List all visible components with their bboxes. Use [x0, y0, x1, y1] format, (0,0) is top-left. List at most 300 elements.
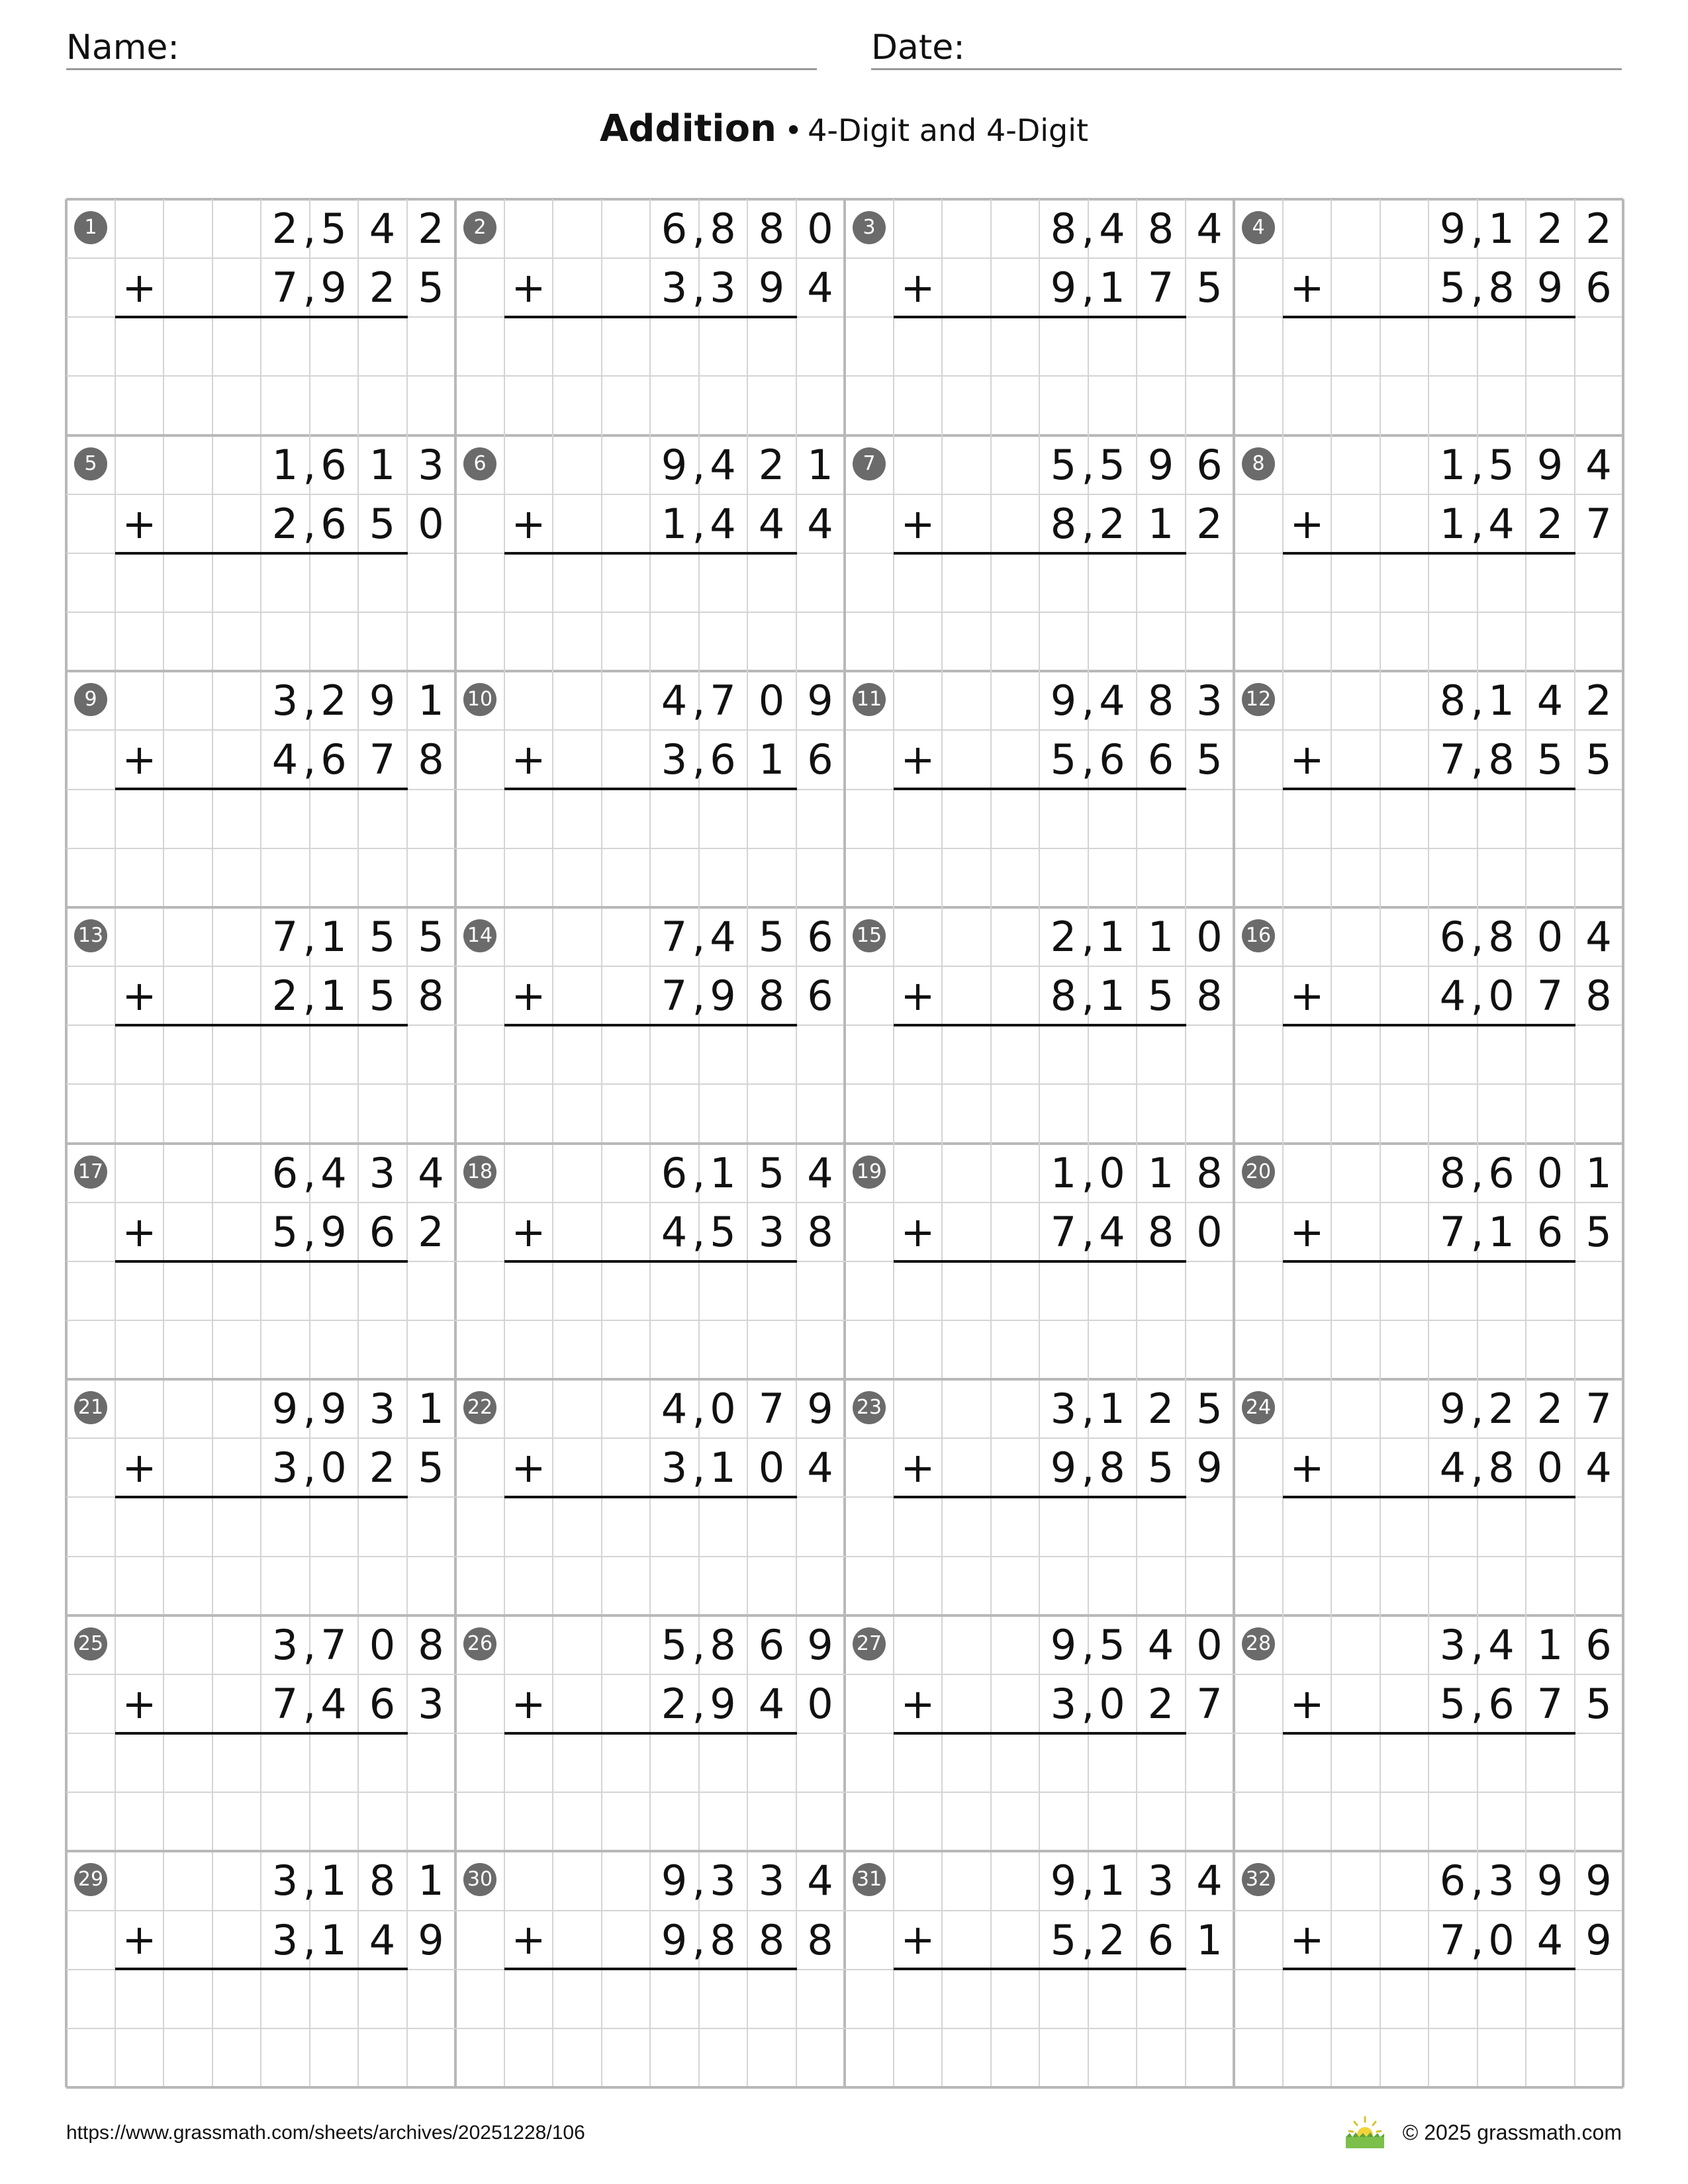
sum-rule	[115, 788, 408, 790]
problem-number-badge: 31	[853, 1863, 886, 1896]
top-addend-digit: 9	[1050, 676, 1077, 725]
bottom-addend-digit: 5	[369, 972, 396, 1021]
bottom-addend-comma: ,	[692, 1915, 706, 1964]
bottom-addend-digit: 2	[661, 1679, 688, 1728]
top-addend-comma: ,	[1081, 1385, 1095, 1433]
sum-rule	[115, 1968, 408, 1970]
bottom-addend-comma: ,	[1470, 1915, 1484, 1964]
problem-number-badge: 16	[1242, 919, 1275, 952]
top-addend-digit: 1	[1099, 1856, 1125, 1905]
top-addend-comma: ,	[1081, 1856, 1095, 1905]
bottom-addend-digit: 0	[1536, 1443, 1564, 1492]
top-addend-comma: ,	[692, 1620, 706, 1669]
top-addend-comma: ,	[692, 440, 706, 489]
plus-operator: +	[1289, 499, 1325, 548]
problem	[845, 1615, 1234, 1851]
bottom-addend-digit: 3	[1050, 1679, 1077, 1728]
top-addend-digit: 0	[369, 1620, 396, 1669]
bottom-addend-digit: 1	[1099, 263, 1125, 312]
problem-number-badge: 28	[1242, 1627, 1275, 1661]
bottom-addend-comma: ,	[1081, 1443, 1095, 1492]
problem	[66, 1851, 455, 2087]
top-addend-digit: 0	[807, 205, 833, 253]
bottom-addend-digit: 0	[758, 1443, 785, 1492]
bottom-addend-digit: 6	[1099, 735, 1125, 784]
bottom-addend-digit: 3	[661, 1443, 688, 1492]
top-addend-digit: 8	[758, 205, 785, 253]
sum-rule	[1283, 1496, 1575, 1498]
top-addend-digit: 4	[1585, 440, 1612, 489]
top-addend-comma: ,	[303, 205, 316, 253]
bottom-addend-comma: ,	[303, 499, 316, 548]
bottom-addend-digit: 4	[271, 735, 299, 784]
problem-number-badge: 7	[853, 447, 886, 480]
problem-number-badge: 15	[853, 919, 886, 952]
bottom-addend-digit: 8	[1488, 735, 1515, 784]
plus-operator: +	[900, 1915, 935, 1964]
problem-number-badge: 11	[853, 683, 886, 716]
top-addend-digit: 4	[1147, 1620, 1174, 1669]
bottom-addend-digit: 8	[418, 972, 444, 1021]
problem-number-badge: 19	[853, 1156, 886, 1189]
bottom-addend-comma: ,	[1081, 499, 1095, 548]
problem	[455, 671, 845, 907]
bottom-addend-digit: 4	[369, 1915, 396, 1964]
bottom-addend-digit: 7	[271, 1679, 299, 1728]
bottom-addend-comma: ,	[303, 1679, 316, 1728]
top-addend-digit: 1	[1536, 1620, 1564, 1669]
bottom-addend-digit: 2	[271, 972, 299, 1021]
bottom-addend-digit: 8	[1099, 1443, 1125, 1492]
bottom-addend-digit: 7	[271, 263, 299, 312]
problem	[845, 1379, 1234, 1615]
bottom-addend-digit: 8	[1585, 972, 1612, 1021]
bottom-addend-digit: 6	[807, 972, 833, 1021]
top-addend-digit: 3	[1439, 1620, 1466, 1669]
sum-rule	[1283, 316, 1575, 318]
problem	[845, 1144, 1234, 1379]
bottom-addend-digit: 5	[1536, 735, 1564, 784]
bottom-addend-digit: 4	[661, 1207, 688, 1256]
bottom-addend-digit: 0	[418, 499, 444, 548]
bottom-addend-digit: 6	[1147, 735, 1174, 784]
bottom-addend-digit: 7	[1050, 1207, 1077, 1256]
top-addend-digit: 3	[271, 676, 299, 725]
bottom-addend-digit: 4	[807, 263, 833, 312]
bottom-addend-digit: 3	[710, 263, 736, 312]
bottom-addend-digit: 2	[1196, 499, 1223, 548]
top-addend-digit: 3	[369, 1385, 396, 1433]
problem-number-badge: 18	[463, 1156, 496, 1189]
top-addend-digit: 0	[1099, 1148, 1125, 1197]
sum-rule	[504, 1496, 797, 1498]
problem-number-badge: 29	[74, 1863, 107, 1896]
bottom-addend-digit: 2	[1147, 1679, 1174, 1728]
bottom-addend-digit: 6	[807, 735, 833, 784]
bottom-addend-digit: 9	[1196, 1443, 1223, 1492]
bottom-addend-comma: ,	[1470, 263, 1484, 312]
bottom-addend-digit: 7	[1196, 1679, 1223, 1728]
top-addend-comma: ,	[692, 1148, 706, 1197]
top-addend-digit: 9	[1439, 1385, 1466, 1433]
bottom-addend-digit: 1	[758, 735, 785, 784]
bottom-addend-comma: ,	[1470, 1207, 1484, 1256]
sum-rule	[894, 316, 1186, 318]
top-addend-comma: ,	[1470, 912, 1484, 961]
bottom-addend-digit: 7	[1536, 972, 1564, 1021]
sum-rule	[894, 1024, 1186, 1026]
bottom-addend-digit: 9	[1536, 263, 1564, 312]
top-addend-digit: 5	[758, 912, 785, 961]
problem	[66, 435, 455, 671]
plus-operator: +	[900, 499, 935, 548]
bottom-addend-digit: 0	[807, 1679, 833, 1728]
problem	[1234, 435, 1623, 671]
sum-rule	[894, 788, 1186, 790]
top-addend-digit: 0	[1536, 1148, 1564, 1197]
bottom-addend-digit: 1	[1099, 972, 1125, 1021]
title-main: Addition	[599, 107, 776, 150]
top-addend-digit: 5	[661, 1620, 688, 1669]
plus-operator: +	[122, 263, 157, 312]
footer-url[interactable]: https://www.grassmath.com/sheets/archives/20251228/106	[66, 2122, 585, 2144]
top-addend-digit: 0	[1536, 912, 1564, 961]
top-addend-digit: 6	[1585, 1620, 1612, 1669]
bottom-addend-digit: 5	[418, 1443, 444, 1492]
bottom-addend-digit: 3	[661, 735, 688, 784]
title-bullet: •	[784, 113, 803, 148]
sum-rule	[1283, 552, 1575, 555]
top-addend-digit: 3	[710, 1856, 736, 1905]
bottom-addend-digit: 4	[1439, 972, 1466, 1021]
problem-number-badge: 21	[74, 1391, 107, 1424]
bottom-addend-comma: ,	[692, 499, 706, 548]
bottom-addend-digit: 8	[807, 1207, 833, 1256]
problem-number-badge: 17	[74, 1156, 107, 1189]
top-addend-digit: 1	[1147, 1148, 1174, 1197]
top-addend-digit: 1	[418, 1385, 444, 1433]
top-addend-digit: 3	[758, 1856, 785, 1905]
top-addend-digit: 1	[1439, 440, 1466, 489]
top-addend-comma: ,	[303, 1856, 316, 1905]
top-addend-comma: ,	[1470, 205, 1484, 253]
top-addend-digit: 2	[1585, 205, 1612, 253]
bottom-addend-comma: ,	[1081, 735, 1095, 784]
problem	[66, 907, 455, 1143]
sum-rule	[115, 1732, 408, 1735]
problem-number-badge: 32	[1242, 1863, 1275, 1896]
top-addend-comma: ,	[1081, 440, 1095, 489]
top-addend-digit: 2	[1536, 205, 1564, 253]
top-addend-digit: 8	[1488, 912, 1515, 961]
top-addend-digit: 5	[1099, 440, 1125, 489]
bottom-addend-digit: 3	[271, 1915, 299, 1964]
plus-operator: +	[900, 971, 935, 1020]
sum-rule	[894, 1260, 1186, 1263]
bottom-addend-comma: ,	[692, 1679, 706, 1728]
bottom-addend-digit: 5	[1585, 1679, 1612, 1728]
problem	[845, 671, 1234, 907]
top-addend-digit: 3	[271, 1620, 299, 1669]
problem	[1234, 907, 1623, 1143]
bottom-addend-comma: ,	[303, 1443, 316, 1492]
top-addend-digit: 9	[369, 676, 396, 725]
bottom-addend-digit: 6	[1536, 1207, 1564, 1256]
top-addend-digit: 1	[1099, 1385, 1125, 1433]
top-addend-digit: 9	[1439, 205, 1466, 253]
bottom-addend-digit: 9	[1050, 263, 1077, 312]
bottom-addend-digit: 6	[710, 735, 736, 784]
top-addend-digit: 9	[807, 1385, 833, 1433]
bottom-addend-digit: 3	[758, 1207, 785, 1256]
problem	[66, 1144, 455, 1379]
plus-operator: +	[900, 263, 935, 312]
bottom-addend-digit: 6	[320, 735, 347, 784]
bottom-addend-digit: 9	[320, 263, 347, 312]
bottom-addend-digit: 6	[1147, 1915, 1174, 1964]
bottom-addend-digit: 5	[1147, 972, 1174, 1021]
top-addend-digit: 9	[1536, 1856, 1564, 1905]
bottom-addend-digit: 5	[1585, 735, 1612, 784]
bottom-addend-digit: 9	[1050, 1443, 1077, 1492]
top-addend-digit: 6	[1196, 440, 1223, 489]
top-addend-digit: 0	[710, 1385, 736, 1433]
top-addend-digit: 8	[1439, 1148, 1466, 1197]
top-addend-digit: 2	[758, 440, 785, 489]
top-addend-digit: 5	[369, 912, 396, 961]
bottom-addend-comma: ,	[303, 735, 316, 784]
top-addend-digit: 2	[1147, 1385, 1174, 1433]
top-addend-digit: 2	[418, 205, 444, 253]
bottom-addend-digit: 2	[1099, 1915, 1125, 1964]
bottom-addend-digit: 3	[271, 1443, 299, 1492]
bottom-addend-comma: ,	[692, 972, 706, 1021]
bottom-addend-digit: 5	[1585, 1207, 1612, 1256]
top-addend-comma: ,	[1081, 676, 1095, 725]
top-addend-digit: 0	[1196, 912, 1223, 961]
bottom-addend-digit: 8	[1488, 263, 1515, 312]
top-addend-comma: ,	[1081, 1148, 1095, 1197]
top-addend-digit: 4	[418, 1148, 444, 1197]
top-addend-digit: 1	[1050, 1148, 1077, 1197]
bottom-addend-digit: 4	[710, 499, 736, 548]
top-addend-digit: 5	[758, 1148, 785, 1197]
bottom-addend-digit: 4	[807, 499, 833, 548]
bottom-addend-digit: 7	[1147, 263, 1174, 312]
problem-number-badge: 26	[463, 1627, 496, 1661]
sun-over-grass-icon	[1343, 2115, 1387, 2150]
bottom-addend-digit: 1	[320, 972, 347, 1021]
sum-rule	[115, 1496, 408, 1498]
bottom-addend-digit: 6	[320, 499, 347, 548]
sum-rule	[504, 1024, 797, 1026]
bottom-addend-digit: 0	[1099, 1679, 1125, 1728]
top-addend-digit: 1	[1585, 1148, 1612, 1197]
problem	[845, 199, 1234, 435]
bottom-addend-digit: 1	[320, 1915, 347, 1964]
top-addend-digit: 4	[807, 1856, 833, 1905]
sum-rule	[1283, 1024, 1575, 1026]
plus-operator: +	[511, 1443, 546, 1492]
bottom-addend-comma: ,	[1470, 972, 1484, 1021]
top-addend-digit: 8	[1050, 205, 1077, 253]
top-addend-digit: 4	[1099, 676, 1125, 725]
bottom-addend-digit: 2	[271, 499, 299, 548]
sum-rule	[504, 552, 797, 555]
plus-operator: +	[511, 1679, 546, 1728]
bottom-addend-digit: 0	[1488, 972, 1515, 1021]
bottom-addend-digit: 4	[1585, 1443, 1612, 1492]
top-addend-digit: 3	[369, 1148, 396, 1197]
bottom-addend-digit: 4	[807, 1443, 833, 1492]
top-addend-digit: 8	[1147, 676, 1174, 725]
top-addend-digit: 4	[369, 205, 396, 253]
problem-number-badge: 4	[1242, 211, 1275, 244]
top-addend-digit: 9	[1050, 1856, 1077, 1905]
problem	[455, 1144, 845, 1379]
top-addend-digit: 8	[369, 1856, 396, 1905]
top-addend-digit: 9	[1050, 1620, 1077, 1669]
top-addend-digit: 1	[1488, 205, 1515, 253]
top-addend-digit: 1	[271, 440, 299, 489]
top-addend-digit: 6	[661, 205, 688, 253]
top-addend-digit: 9	[661, 1856, 688, 1905]
plus-operator: +	[511, 735, 546, 784]
problem	[1234, 1615, 1623, 1851]
problem	[845, 1851, 1234, 2087]
plus-operator: +	[511, 1207, 546, 1256]
bottom-addend-digit: 2	[1099, 499, 1125, 548]
date-label: Date:	[871, 28, 965, 68]
plus-operator: +	[511, 1915, 546, 1964]
top-addend-digit: 6	[1439, 912, 1466, 961]
top-addend-comma: ,	[1470, 1856, 1484, 1905]
bottom-addend-digit: 8	[1196, 972, 1223, 1021]
bottom-addend-digit: 8	[758, 972, 785, 1021]
top-addend-digit: 4	[661, 1385, 688, 1433]
bottom-addend-comma: ,	[1470, 1443, 1484, 1492]
top-addend-digit: 5	[320, 205, 347, 253]
sum-rule	[1283, 1260, 1575, 1263]
bottom-addend-digit: 7	[1439, 1207, 1466, 1256]
bottom-addend-comma: ,	[692, 263, 706, 312]
top-addend-digit: 1	[320, 1856, 347, 1905]
top-addend-digit: 4	[1196, 1856, 1223, 1905]
bottom-addend-digit: 0	[1196, 1207, 1223, 1256]
bottom-addend-digit: 9	[710, 1679, 736, 1728]
problem-number-badge: 3	[853, 211, 886, 244]
bottom-addend-digit: 6	[369, 1207, 396, 1256]
top-addend-digit: 9	[1585, 1856, 1612, 1905]
top-addend-comma: ,	[692, 1856, 706, 1905]
top-addend-comma: ,	[1081, 205, 1095, 253]
plus-operator: +	[511, 263, 546, 312]
top-addend-digit: 1	[1488, 676, 1515, 725]
top-addend-digit: 1	[369, 440, 396, 489]
top-addend-digit: 7	[1585, 1385, 1612, 1433]
top-addend-digit: 9	[1536, 440, 1564, 489]
bottom-addend-comma: ,	[692, 1443, 706, 1492]
top-addend-digit: 3	[1050, 1385, 1077, 1433]
problem	[1234, 1851, 1623, 2087]
bottom-addend-digit: 9	[710, 972, 736, 1021]
problem-number-badge: 24	[1242, 1391, 1275, 1424]
bottom-addend-digit: 8	[1488, 1443, 1515, 1492]
bottom-addend-comma: ,	[1081, 1915, 1095, 1964]
problem	[1234, 1379, 1623, 1615]
top-addend-comma: ,	[303, 1385, 316, 1433]
bottom-addend-digit: 8	[710, 1915, 736, 1964]
top-addend-comma: ,	[1081, 912, 1095, 961]
plus-operator: +	[122, 735, 157, 784]
top-addend-digit: 9	[1147, 440, 1174, 489]
top-addend-digit: 7	[320, 1620, 347, 1669]
top-addend-digit: 8	[1196, 1148, 1223, 1197]
bottom-addend-digit: 6	[369, 1679, 396, 1728]
plus-operator: +	[900, 1207, 935, 1256]
sum-rule	[894, 552, 1186, 555]
top-addend-comma: ,	[303, 912, 316, 961]
problem-number-badge: 8	[1242, 447, 1275, 480]
sum-rule	[1283, 1732, 1575, 1735]
top-addend-digit: 5	[418, 912, 444, 961]
bottom-addend-comma: ,	[303, 972, 316, 1021]
top-addend-digit: 7	[271, 912, 299, 961]
top-addend-digit: 7	[661, 912, 688, 961]
bottom-addend-digit: 5	[369, 499, 396, 548]
bottom-addend-comma: ,	[1081, 1679, 1095, 1728]
bottom-addend-digit: 2	[418, 1207, 444, 1256]
top-addend-digit: 1	[1099, 912, 1125, 961]
problem-number-badge: 22	[463, 1391, 496, 1424]
top-addend-digit: 2	[320, 676, 347, 725]
problem-number-badge: 25	[74, 1627, 107, 1661]
bottom-addend-digit: 7	[1439, 735, 1466, 784]
problem	[455, 1615, 845, 1851]
bottom-addend-comma: ,	[303, 263, 316, 312]
bottom-addend-digit: 6	[1488, 1679, 1515, 1728]
problem	[1234, 1144, 1623, 1379]
bottom-addend-digit: 2	[369, 1443, 396, 1492]
bottom-addend-comma: ,	[303, 1915, 316, 1964]
problem-number-badge: 10	[463, 683, 496, 716]
top-addend-digit: 2	[1050, 912, 1077, 961]
problem	[66, 199, 455, 435]
top-addend-comma: ,	[303, 440, 316, 489]
bottom-addend-digit: 9	[418, 1915, 444, 1964]
sum-rule	[115, 1260, 408, 1263]
top-addend-digit: 3	[1147, 1856, 1174, 1905]
sum-rule	[115, 1024, 408, 1026]
top-addend-comma: ,	[692, 912, 706, 961]
top-addend-digit: 4	[1099, 205, 1125, 253]
sum-rule	[115, 552, 408, 555]
bottom-addend-digit: 5	[1439, 1679, 1466, 1728]
top-addend-digit: 5	[1050, 440, 1077, 489]
top-addend-digit: 8	[418, 1620, 444, 1669]
plus-operator: +	[1289, 971, 1325, 1020]
top-addend-digit: 8	[710, 205, 736, 253]
top-addend-digit: 4	[710, 440, 736, 489]
footer-copyright: © 2025 grassmath.com	[1402, 2120, 1622, 2144]
bottom-addend-digit: 1	[1147, 499, 1174, 548]
bottom-addend-digit: 4	[320, 1679, 347, 1728]
plus-operator: +	[511, 971, 546, 1020]
top-addend-digit: 4	[1196, 205, 1223, 253]
top-addend-digit: 2	[1536, 1385, 1564, 1433]
plus-operator: +	[122, 971, 157, 1020]
problem	[66, 1379, 455, 1615]
